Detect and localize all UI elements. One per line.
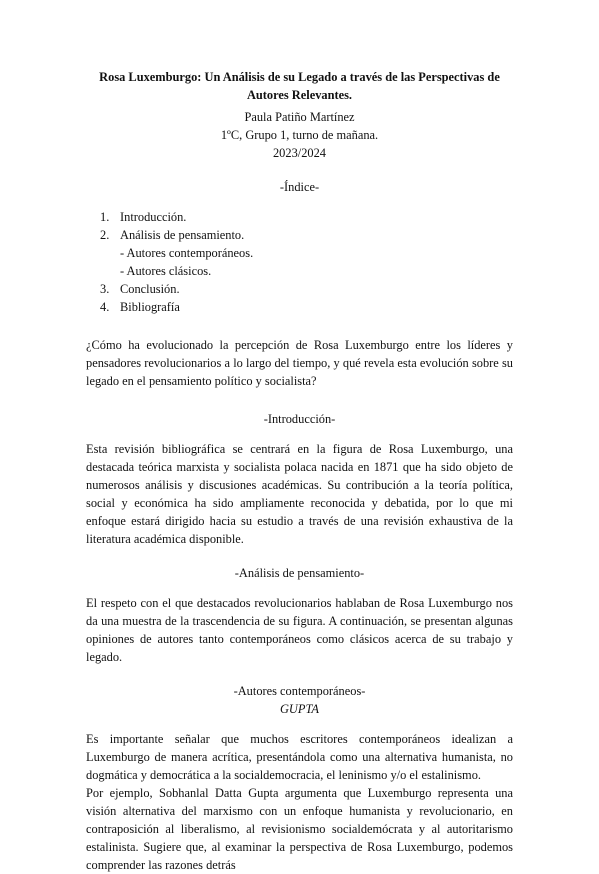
intro-heading: -Introducción-	[263, 412, 336, 426]
analysis-paragraph: El respeto con el que destacados revolucionarios hablaban de Rosa Luxemburgo nos da una muestra de la trascendencia de su figura. A continuación, se presentan algunas opiniones de autores tanto contemporáneos como clásicos acerca de su trabajo y legado.	[86, 596, 513, 664]
index-item	[86, 280, 513, 298]
index-number: 3.	[100, 282, 110, 296]
group-info: 1ºC, Grupo 1, turno de mañana.	[220, 128, 379, 142]
index-subitem: - Autores clásicos.	[120, 264, 212, 278]
intro-paragraph: Esta revisión bibliográfica se centrará en la figura de Rosa Luxemburgo, una destacada teórica marxista y socialista polaca nacida en 1871 que ha sido objeto de numerosos análisis y discusiones académicas. Su contribución a la teoría política, social y económica ha sido ampliamente reconocida y debatida, por lo que mi enfoque estará dirigido hacia su estudio a través de una revisión exhaustiva de la literatura académica disponible.	[86, 442, 513, 546]
gupta-paragraph-2: Por ejemplo, Sobhanlal Datta Gupta argumenta que Luxemburgo representa una visión alternativa del marxismo con un enfoque humanista y revolucionario, en contraposición al liberalismo, al revisionismo socialdemócrata y al autoritarismo estalinista. Sugiere que, al examinar la perspectiva de Rosa Luxemburgo, podemos comprender las razones detrás	[86, 786, 513, 872]
analysis-heading: -Análisis de pensamiento-	[234, 566, 365, 580]
index-item	[86, 208, 513, 226]
index-number: 1.	[100, 210, 110, 224]
research-question: ¿Cómo ha evolucionado la percepción de Rosa Luxemburgo entre los líderes y pensadores revolucionarios a lo largo del tiempo, y qué revela esta evolución sobre su legado en el pensamiento político y socialista?	[86, 338, 513, 388]
academic-year: 2023/2024	[272, 146, 326, 160]
index-label: Conclusión.	[120, 282, 180, 296]
gupta-paragraph-1: Es importante señalar que muchos escritores contemporáneos idealizan a Luxemburgo de manera acrítica, presentándola como una alternativa humanista, no dogmática y democrática a la socialdemocracia, el leninismo y/o el estalinismo.	[86, 732, 513, 782]
index-item	[86, 226, 513, 244]
index-heading: -Índice-	[279, 180, 320, 194]
document-title: Rosa Luxemburgo: Un Análisis de su Legado a través de las Perspectivas de Autores Relevantes.	[99, 70, 500, 102]
index-item	[86, 298, 513, 316]
author-name: Paula Patiño Martínez	[244, 110, 355, 124]
index-label: Bibliografía	[120, 300, 180, 314]
index-list	[86, 208, 513, 316]
gupta-heading: GUPTA	[279, 702, 319, 716]
index-label: Análisis de pensamiento.	[120, 228, 245, 242]
contemporary-heading: -Autores contemporáneos-	[233, 684, 366, 698]
index-number: 2.	[100, 228, 110, 242]
index-number: 4.	[100, 300, 110, 314]
index-subitem: - Autores contemporáneos.	[120, 246, 254, 260]
index-label: Introducción.	[120, 210, 187, 224]
